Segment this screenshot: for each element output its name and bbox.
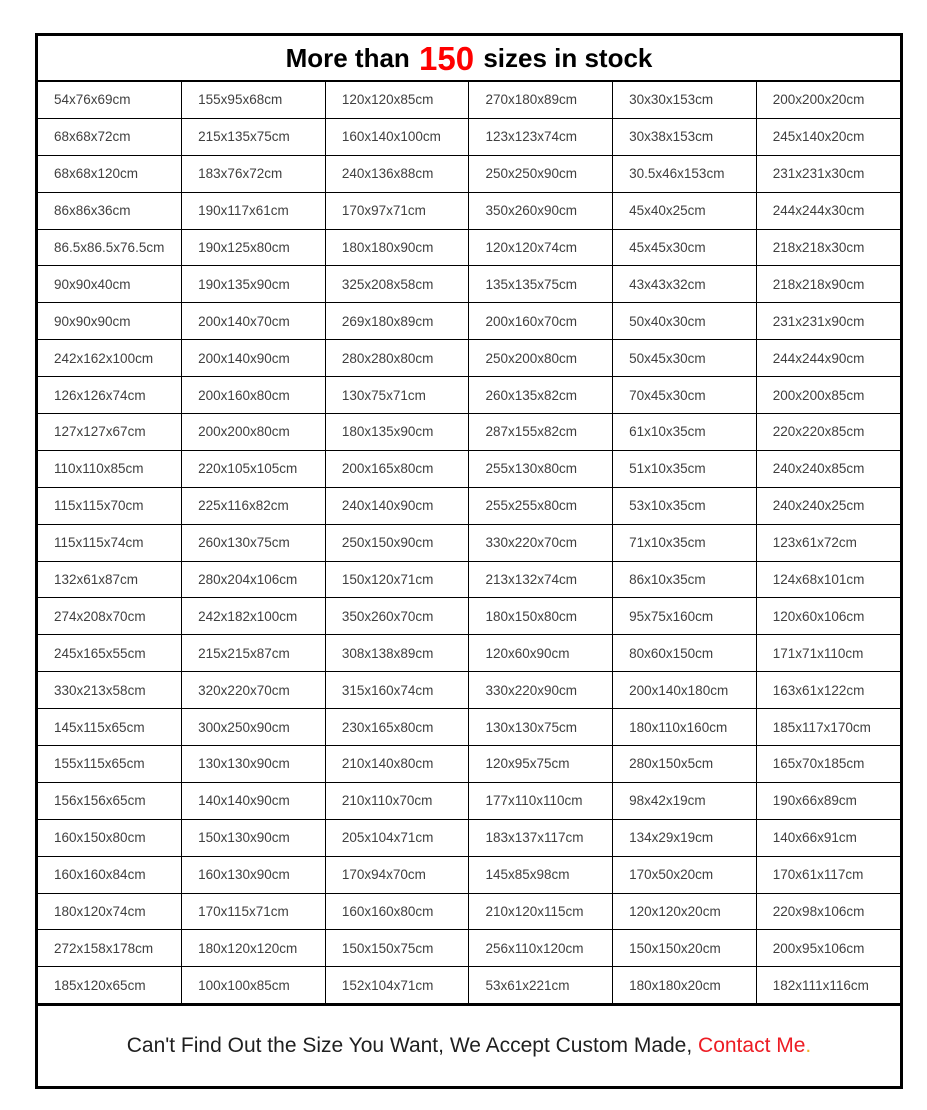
size-cell: 51x10x35cm [613, 450, 757, 487]
footer-text: Can't Find Out the Size You Want, We Accept Custom Made, [126, 1034, 699, 1058]
size-cell: 165x70x185cm [756, 746, 900, 783]
size-cell: 134x29x19cm [613, 819, 757, 856]
size-cell: 350x260x70cm [325, 598, 469, 635]
size-cell: 242x182x100cm [182, 598, 326, 635]
footer-period: . [805, 1034, 812, 1058]
size-cell: 256x110x120cm [469, 930, 613, 967]
size-cell: 240x140x90cm [325, 487, 469, 524]
size-cell: 200x95x106cm [756, 930, 900, 967]
size-cell: 156x156x65cm [38, 782, 182, 819]
table-row [38, 82, 900, 118]
size-cell: 270x180x89cm [469, 82, 613, 118]
sizes-table [38, 82, 900, 1003]
size-cell: 287x155x82cm [469, 414, 613, 451]
size-cell: 245x165x55cm [38, 635, 182, 672]
size-cell: 145x115x65cm [38, 709, 182, 746]
table-row [38, 672, 900, 709]
size-cell: 90x90x40cm [38, 266, 182, 303]
table-row [38, 856, 900, 893]
size-cell: 61x10x35cm [613, 414, 757, 451]
contact-me-link[interactable]: Contact Me [698, 1034, 806, 1058]
size-cell: 160x150x80cm [38, 819, 182, 856]
page-title [38, 36, 900, 82]
table-row [38, 192, 900, 229]
size-cell: 215x135x75cm [182, 118, 326, 155]
size-cell: 215x215x87cm [182, 635, 326, 672]
table-row [38, 155, 900, 192]
size-cell: 53x10x35cm [613, 487, 757, 524]
size-cell: 330x213x58cm [38, 672, 182, 709]
title-count: 150 [419, 39, 475, 77]
size-cell: 190x135x90cm [182, 266, 326, 303]
size-cell: 95x75x160cm [613, 598, 757, 635]
size-cell: 260x135x82cm [469, 377, 613, 414]
size-cell: 150x150x75cm [325, 930, 469, 967]
size-cell: 120x95x75cm [469, 746, 613, 783]
size-cell: 86x10x35cm [613, 561, 757, 598]
table-row [38, 450, 900, 487]
size-cell: 115x115x74cm [38, 524, 182, 561]
size-cell: 68x68x72cm [38, 118, 182, 155]
size-cell: 150x150x20cm [613, 930, 757, 967]
size-cell: 330x220x70cm [469, 524, 613, 561]
size-cell: 124x68x101cm [756, 561, 900, 598]
size-cell: 127x127x67cm [38, 414, 182, 451]
size-cell: 274x208x70cm [38, 598, 182, 635]
size-cell: 71x10x35cm [613, 524, 757, 561]
size-cell: 132x61x87cm [38, 561, 182, 598]
size-cell: 231x231x30cm [756, 155, 900, 192]
size-cell: 240x136x88cm [325, 155, 469, 192]
table-row [38, 930, 900, 967]
size-cell: 54x76x69cm [38, 82, 182, 118]
table-row [38, 709, 900, 746]
size-cell: 180x120x74cm [38, 893, 182, 930]
size-cell: 218x218x30cm [756, 229, 900, 266]
size-cell: 210x110x70cm [325, 782, 469, 819]
size-cell: 145x85x98cm [469, 856, 613, 893]
size-cell: 200x200x80cm [182, 414, 326, 451]
size-cell: 185x120x65cm [38, 967, 182, 1003]
size-cell: 255x130x80cm [469, 450, 613, 487]
size-cell: 140x140x90cm [182, 782, 326, 819]
size-cell: 150x130x90cm [182, 819, 326, 856]
size-cell: 210x120x115cm [469, 893, 613, 930]
size-cell: 220x220x85cm [756, 414, 900, 451]
size-cell: 110x110x85cm [38, 450, 182, 487]
size-cell: 213x132x74cm [469, 561, 613, 598]
table-row [38, 229, 900, 266]
size-cell: 280x280x80cm [325, 340, 469, 377]
size-cell: 245x140x20cm [756, 118, 900, 155]
size-cell: 130x130x75cm [469, 709, 613, 746]
size-cell: 280x204x106cm [182, 561, 326, 598]
size-cell: 120x120x20cm [613, 893, 757, 930]
size-cell: 30x30x153cm [613, 82, 757, 118]
size-cell: 220x98x106cm [756, 893, 900, 930]
size-cell: 300x250x90cm [182, 709, 326, 746]
title-suffix: sizes in stock [476, 42, 653, 73]
size-cell: 200x140x180cm [613, 672, 757, 709]
size-cell: 50x40x30cm [613, 303, 757, 340]
size-cell: 120x120x74cm [469, 229, 613, 266]
size-cell: 130x75x71cm [325, 377, 469, 414]
size-cell: 68x68x120cm [38, 155, 182, 192]
size-cell: 308x138x89cm [325, 635, 469, 672]
size-cell: 240x240x25cm [756, 487, 900, 524]
table-row [38, 782, 900, 819]
size-cell: 269x180x89cm [325, 303, 469, 340]
size-cell: 218x218x90cm [756, 266, 900, 303]
size-cell: 350x260x90cm [469, 192, 613, 229]
size-cell: 43x43x32cm [613, 266, 757, 303]
size-cell: 160x140x100cm [325, 118, 469, 155]
size-cell: 86x86x36cm [38, 192, 182, 229]
size-cell: 205x104x71cm [325, 819, 469, 856]
size-cell: 330x220x90cm [469, 672, 613, 709]
size-cell: 180x120x120cm [182, 930, 326, 967]
size-cell: 170x61x117cm [756, 856, 900, 893]
size-cell: 180x180x90cm [325, 229, 469, 266]
table-row [38, 266, 900, 303]
size-cell: 115x115x70cm [38, 487, 182, 524]
size-cell: 240x240x85cm [756, 450, 900, 487]
size-cell: 210x140x80cm [325, 746, 469, 783]
size-cell: 53x61x221cm [469, 967, 613, 1003]
size-cell: 123x61x72cm [756, 524, 900, 561]
table-row [38, 340, 900, 377]
size-cell: 170x50x20cm [613, 856, 757, 893]
table-row [38, 524, 900, 561]
size-cell: 183x76x72cm [182, 155, 326, 192]
size-cell: 50x45x30cm [613, 340, 757, 377]
size-cell: 250x150x90cm [325, 524, 469, 561]
size-cell: 200x140x90cm [182, 340, 326, 377]
table-row [38, 819, 900, 856]
table-row [38, 377, 900, 414]
title-prefix: More than [285, 42, 418, 73]
size-cell: 320x220x70cm [182, 672, 326, 709]
size-cell: 160x130x90cm [182, 856, 326, 893]
size-cell: 255x255x80cm [469, 487, 613, 524]
size-cell: 100x100x85cm [182, 967, 326, 1003]
size-cell: 185x117x170cm [756, 709, 900, 746]
table-row [38, 967, 900, 1003]
size-cell: 200x140x70cm [182, 303, 326, 340]
size-cell: 170x115x71cm [182, 893, 326, 930]
size-cell: 230x165x80cm [325, 709, 469, 746]
size-cell: 30x38x153cm [613, 118, 757, 155]
size-cell: 190x125x80cm [182, 229, 326, 266]
size-cell: 220x105x105cm [182, 450, 326, 487]
size-cell: 200x165x80cm [325, 450, 469, 487]
size-cell: 190x66x89cm [756, 782, 900, 819]
size-cell: 280x150x5cm [613, 746, 757, 783]
size-cell: 315x160x74cm [325, 672, 469, 709]
size-cell: 183x137x117cm [469, 819, 613, 856]
size-cell: 250x250x90cm [469, 155, 613, 192]
size-cell: 180x150x80cm [469, 598, 613, 635]
table-row [38, 561, 900, 598]
size-cell: 160x160x84cm [38, 856, 182, 893]
size-cell: 120x120x85cm [325, 82, 469, 118]
size-cell: 45x40x25cm [613, 192, 757, 229]
size-cell: 140x66x91cm [756, 819, 900, 856]
size-cell: 200x160x70cm [469, 303, 613, 340]
size-cell: 250x200x80cm [469, 340, 613, 377]
size-cell: 170x97x71cm [325, 192, 469, 229]
size-cell: 260x130x75cm [182, 524, 326, 561]
size-cell: 30.5x46x153cm [613, 155, 757, 192]
size-cell: 155x95x68cm [182, 82, 326, 118]
size-cell: 160x160x80cm [325, 893, 469, 930]
size-cell: 126x126x74cm [38, 377, 182, 414]
size-cell: 45x45x30cm [613, 229, 757, 266]
size-cell: 244x244x30cm [756, 192, 900, 229]
size-cell: 80x60x150cm [613, 635, 757, 672]
size-cell: 170x94x70cm [325, 856, 469, 893]
size-cell: 242x162x100cm [38, 340, 182, 377]
size-cell: 244x244x90cm [756, 340, 900, 377]
table-row [38, 598, 900, 635]
size-cell: 177x110x110cm [469, 782, 613, 819]
size-cell: 180x135x90cm [325, 414, 469, 451]
table-row [38, 635, 900, 672]
table-row [38, 893, 900, 930]
size-cell: 180x180x20cm [613, 967, 757, 1003]
size-cell: 123x123x74cm [469, 118, 613, 155]
size-cell: 272x158x178cm [38, 930, 182, 967]
size-cell: 190x117x61cm [182, 192, 326, 229]
size-cell: 171x71x110cm [756, 635, 900, 672]
size-cell: 200x200x20cm [756, 82, 900, 118]
size-cell: 182x111x116cm [756, 967, 900, 1003]
size-cell: 155x115x65cm [38, 746, 182, 783]
size-cell: 70x45x30cm [613, 377, 757, 414]
table-row [38, 414, 900, 451]
size-cell: 152x104x71cm [325, 967, 469, 1003]
size-cell: 325x208x58cm [325, 266, 469, 303]
size-chart-panel [35, 33, 903, 1089]
size-cell: 225x116x82cm [182, 487, 326, 524]
footer-note [38, 1003, 900, 1086]
size-cell: 200x200x85cm [756, 377, 900, 414]
table-row [38, 118, 900, 155]
size-cell: 150x120x71cm [325, 561, 469, 598]
table-row [38, 746, 900, 783]
size-cell: 120x60x90cm [469, 635, 613, 672]
size-cell: 130x130x90cm [182, 746, 326, 783]
size-cell: 135x135x75cm [469, 266, 613, 303]
size-cell: 200x160x80cm [182, 377, 326, 414]
size-cell: 90x90x90cm [38, 303, 182, 340]
table-row [38, 487, 900, 524]
table-row [38, 303, 900, 340]
size-cell: 163x61x122cm [756, 672, 900, 709]
size-cell: 120x60x106cm [756, 598, 900, 635]
size-cell: 98x42x19cm [613, 782, 757, 819]
size-cell: 86.5x86.5x76.5cm [38, 229, 182, 266]
size-cell: 180x110x160cm [613, 709, 757, 746]
size-cell: 231x231x90cm [756, 303, 900, 340]
